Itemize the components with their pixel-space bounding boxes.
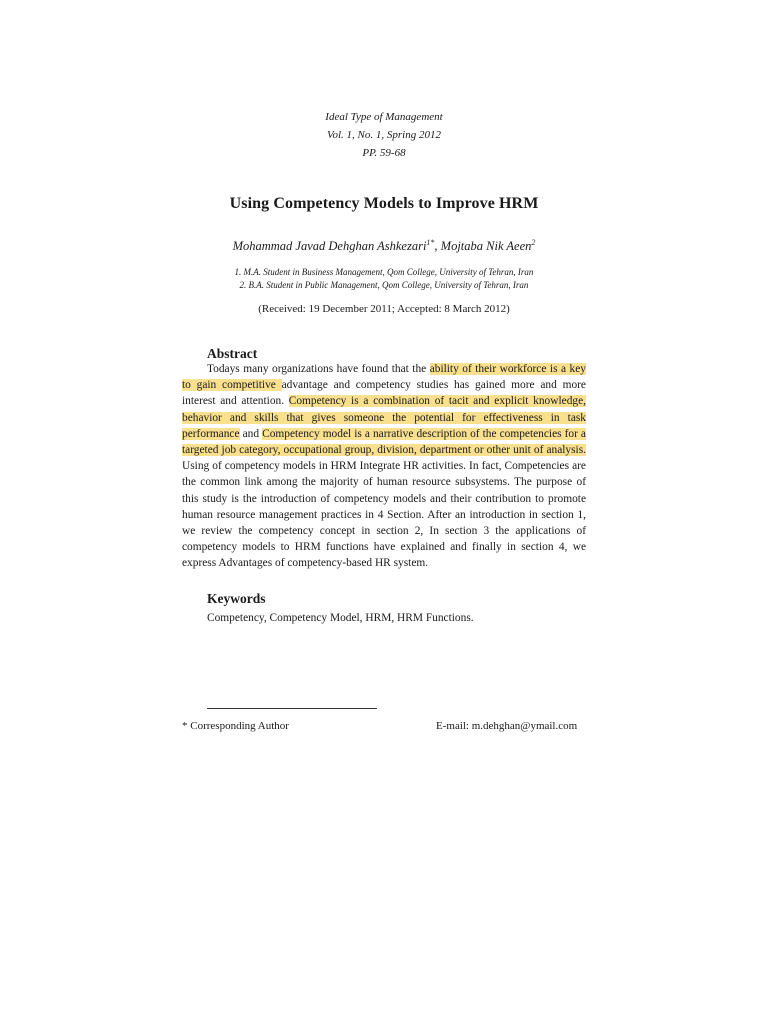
author-1-sup: 1*	[426, 238, 435, 247]
journal-pages: PP. 59-68	[362, 147, 406, 159]
keywords-heading: Keywords	[207, 591, 266, 606]
author-2-sup: 2	[531, 238, 536, 247]
highlighted-segment: Competency is a combination of tacit and explicit knowledge, behavior and skills that gives someone the potential for effectiveness in task performance	[182, 395, 586, 440]
author-separator: ,	[434, 239, 441, 254]
abstract-body	[182, 361, 586, 572]
received-dates: (Received: 19 December 2011; Accepted: 8 March 2012)	[258, 303, 510, 315]
affiliation-2: 2. B.A. Student in Public Management, Qom College, University of Tehran, Iran	[239, 280, 529, 290]
highlighted-segment: Competency model is a narrative description of the competencies for a targeted job category, occupational group, division, department or other unit of analysis.	[182, 427, 586, 457]
journal-header	[0, 108, 768, 162]
affiliation-1: 1. M.A. Student in Business Management, Qom College, University of Tehran, Iran	[234, 267, 534, 277]
paper-title: Using Competency Models to Improve HRM	[229, 195, 539, 212]
abstract-segment: advantage and competency studies has gained more and more interest and attention.	[182, 379, 586, 408]
author-line	[0, 238, 768, 254]
corresponding-author-note: * Corresponding Author	[182, 720, 289, 732]
footnote-divider	[207, 708, 377, 709]
keywords-text: Competency, Competency Model, HRM, HRM Functions.	[207, 612, 474, 624]
abstract-segment: Using of competency models in HRM Integrate HR activities. In fact, Competencies are the common link among the majority of human resource subsystems. The purpose of this study is the introduction of competency models and their contribution to promote human resource management practices in 4 Section. After an introduction in section 1, we review the competency concept in section 2, In section 3 the applications of competency models to HRM functions have explained and finally in section 4, we express Advantages of competency-based HR system.	[182, 460, 586, 570]
highlighted-segment: ability of their workforce is a key to gain competitive	[182, 363, 586, 392]
abstract-segment: and	[239, 427, 263, 440]
author-1: Mohammad Javad Dehghan Ashkezari	[232, 239, 427, 254]
abstract-segment: Todays many organizations have found that the	[207, 363, 430, 375]
author-2: Mojtaba Nik Aeen	[440, 239, 532, 254]
affiliations	[0, 266, 768, 292]
abstract-heading: Abstract	[207, 346, 258, 361]
journal-volume: Vol. 1, No. 1, Spring 2012	[327, 129, 441, 141]
author-email: E-mail: m.dehghan@ymail.com	[436, 720, 578, 732]
journal-name: Ideal Type of Management	[325, 111, 443, 123]
